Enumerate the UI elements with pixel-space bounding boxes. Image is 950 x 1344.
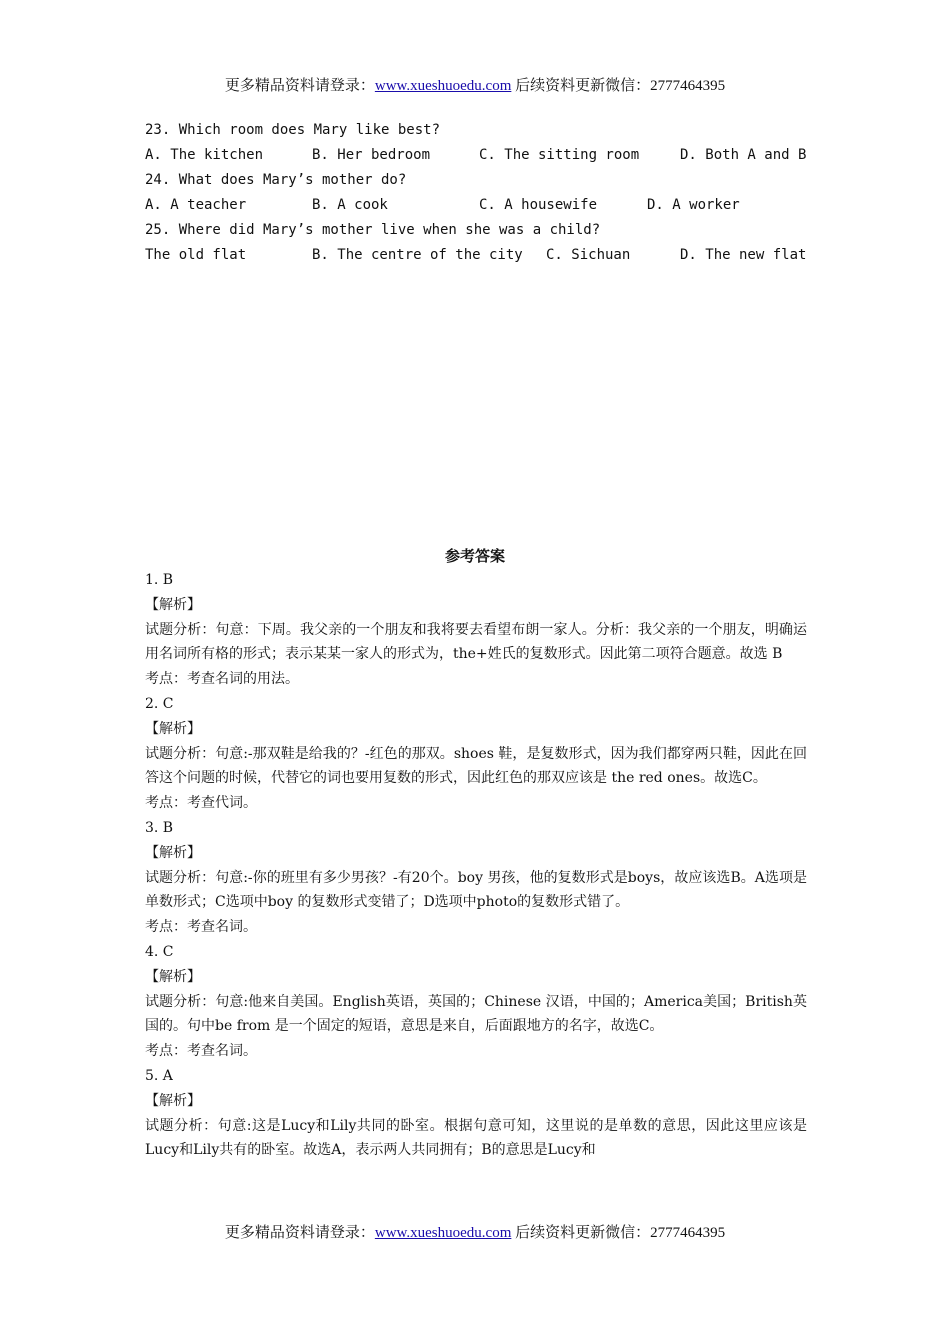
q24-option-b: B. A cook xyxy=(312,197,388,213)
answer-1-label: 【解析】 xyxy=(145,596,201,613)
q25-option-b: B. The centre of the city xyxy=(312,247,523,263)
q25-option-a: The old flat xyxy=(145,247,247,263)
q23-option-c: C. The sitting room xyxy=(479,147,640,163)
answer-key xyxy=(145,568,807,1163)
q23-option-d: D. Both A and B xyxy=(680,147,807,163)
answer-4-analysis: 试题分析：句意:他来自美国。English英语，英国的；Chinese 汉语，中国的；America美国；British英国的。句中be from 是一个固定的短语，意思是来自，后面跟地方的名字，故选C。 xyxy=(145,993,807,1035)
q25-option-c: C. Sichuan xyxy=(546,247,631,263)
answer-5-label: 【解析】 xyxy=(145,1092,201,1109)
answer-1-number: 1. B xyxy=(145,572,174,588)
question-25: 25. Where did Mary’s mother live when she was a child? xyxy=(145,222,601,238)
answer-2-analysis: 试题分析：句意:-那双鞋是给我的？-红色的那双。shoes 鞋，是复数形式，因为我们都穿两只鞋，因此在回答这个问题的时候，代替它的词也要用复数的形式，因此红色的那双应该是 the red ones。故选C。 xyxy=(145,745,807,787)
answer-4-number: 4. C xyxy=(145,943,174,960)
q25-option-d: D. The new flat xyxy=(680,247,807,263)
answer-1-point: 考点：考查名词的用法。 xyxy=(145,671,299,688)
question-24: 24. What does Mary’s mother do? xyxy=(145,172,407,188)
q24-option-d: D. A worker xyxy=(647,197,740,213)
page-header xyxy=(0,74,950,95)
q24-option-c: C. A housewife xyxy=(479,197,598,213)
answer-3-label: 【解析】 xyxy=(145,844,201,861)
footer-prefix: 更多精品资料请登录： xyxy=(224,1225,375,1241)
header-link[interactable]: www.xueshuoedu.com xyxy=(374,78,512,94)
answer-4-label: 【解析】 xyxy=(145,968,201,985)
answers-title: 参考答案 xyxy=(444,547,505,565)
answer-2-point: 考点：考查代词。 xyxy=(145,795,257,812)
header-prefix: 更多精品资料请登录： xyxy=(224,78,375,94)
answer-5-number: 5. A xyxy=(145,1067,173,1084)
answer-3-point: 考点：考查名词。 xyxy=(145,919,257,936)
answer-5-analysis: 试题分析：句意:这是Lucy和Lily共同的卧室。根据句意可知，这里说的是单数的意思，因此这里应该是Lucy和Lily共有的卧室。故选A，表示两人共同拥有；B的意思是Lucy和 xyxy=(145,1117,807,1159)
q23-option-b: B. Her bedroom xyxy=(312,147,431,163)
page-footer xyxy=(0,1221,950,1242)
header-suffix: 后续资料更新微信：2777464395 xyxy=(511,78,726,94)
footer-suffix: 后续资料更新微信：2777464395 xyxy=(511,1225,726,1241)
answer-3-analysis: 试题分析：句意:-你的班里有多少男孩？-有20个。boy 男孩，他的复数形式是boys，故应该选B。A选项是单数形式；C选项中boy 的复数形式变错了；D选项中photo的复数形式错了。 xyxy=(145,869,807,911)
question-23: 23. Which room does Mary like best? xyxy=(145,122,441,138)
footer-link[interactable]: www.xueshuoedu.com xyxy=(374,1225,512,1241)
q24-option-a: A. A teacher xyxy=(145,197,247,213)
answer-2-label: 【解析】 xyxy=(145,720,201,737)
answer-2-number: 2. C xyxy=(145,695,174,712)
answer-3-number: 3. B xyxy=(145,819,174,836)
answer-4-point: 考点：考查名词。 xyxy=(145,1043,257,1060)
q23-option-a: A. The kitchen xyxy=(145,147,264,163)
answer-1-analysis: 试题分析：句意：下周。我父亲的一个朋友和我将要去看望布朗一家人。分析：我父亲的一个朋友，明确运用名词所有格的形式；表示某某一家人的形式为，the+姓氏的复数形式。因此第二项符合题意。故选 B xyxy=(145,621,807,663)
